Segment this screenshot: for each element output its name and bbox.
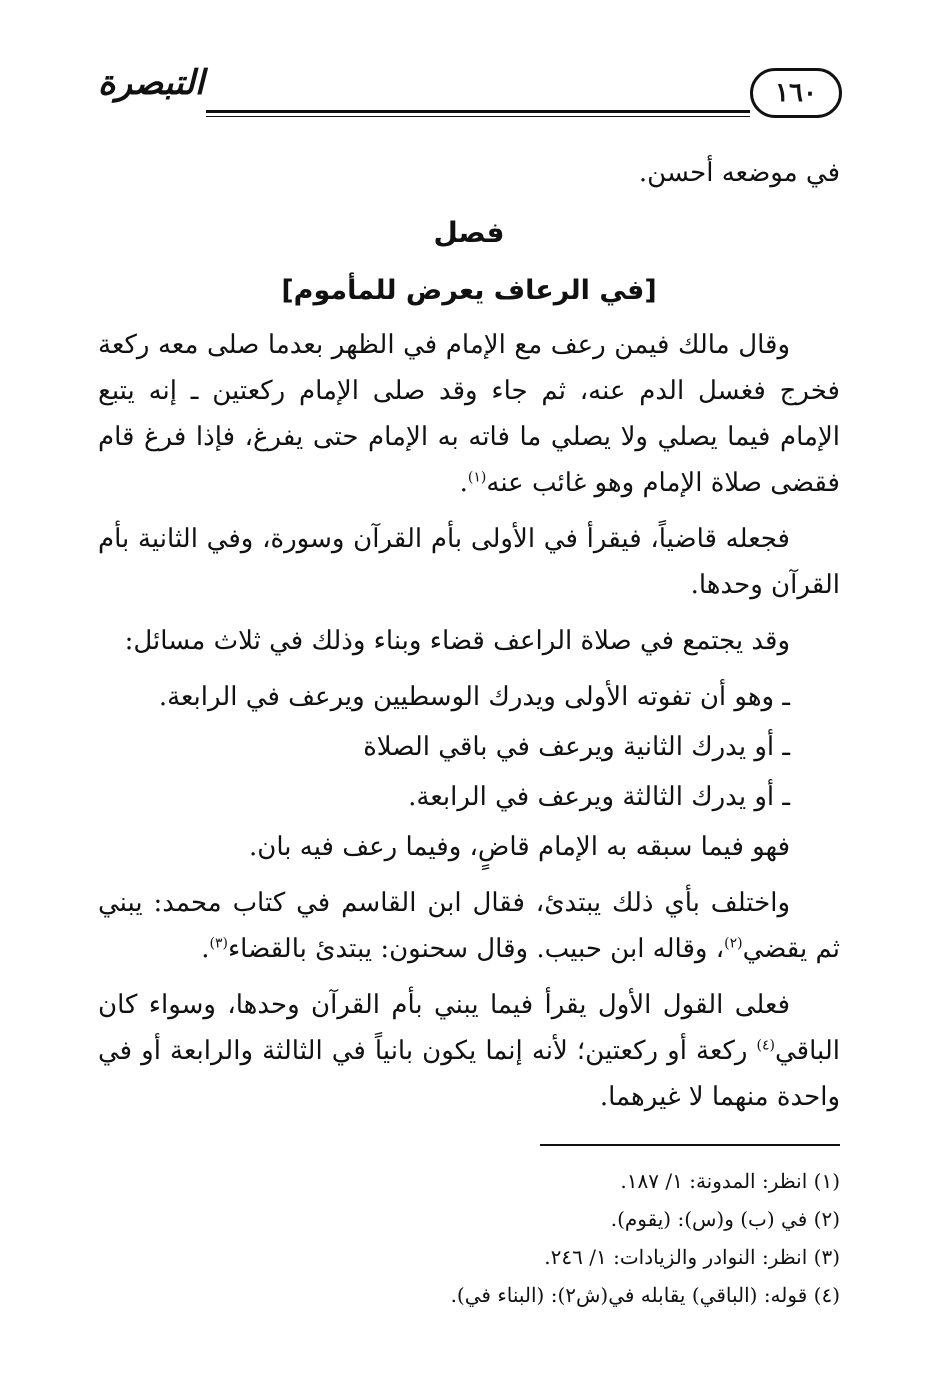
paragraph-6 <box>98 982 840 1120</box>
paragraph-6-text-b: ركعة أو ركعتين؛ لأنه إنما يكون بانياً في الثالثة والرابعة أو في واحدة منهما لا غيرهما. <box>98 1036 840 1112</box>
footnote-ref-2: (٢) <box>724 935 743 952</box>
paragraph-6-text-a: فعلى القول الأول يقرأ فيما يبني بأم القرآن وحدها، وسواء كان الباقي <box>98 990 840 1066</box>
paragraph-1-text: وقال مالك فيمن رعف مع الإمام في الظهر بعدما صلى معه ركعة فخرج فغسل الدم عنه، ثم جاء وقد صلى الإمام ركعتين ـ إنه يتبع الإمام فيما يصلي ولا يصلي ما فاته به الإمام حتى يفرغ، فإذا فرغ قام فقضى صلاة الإمام وهو غائب عنه <box>98 330 840 498</box>
list-item: ـ وهو أن تفوته الأولى ويدرك الوسطيين ويرعف في الرابعة. <box>158 682 790 712</box>
list-item: ـ أو يدرك الثالثة ويرعف في الرابعة. <box>408 782 790 812</box>
paragraph-3: وقد يجتمع في صلاة الراعف قضاء وبناء وذلك في ثلاث مسائل: <box>124 626 790 656</box>
page-body <box>98 150 840 1130</box>
footnote: (٢) في (ب) و(س): (يقوم). <box>610 1207 840 1231</box>
header-rule <box>206 110 750 113</box>
paragraph-1-end: . <box>459 468 468 498</box>
page-header <box>96 52 842 116</box>
footnote-separator <box>540 1144 840 1146</box>
footnote-ref-1: (١) <box>467 469 487 486</box>
header-rule-thin <box>206 116 750 117</box>
footnotes <box>98 1162 840 1314</box>
intro-line: في موضعه أحسن. <box>638 158 840 188</box>
paragraph-5-text-a: واختلف بأي ذلك يبتدئ، فقال ابن القاسم في كتاب محمد: يبني ثم يقضي <box>98 888 840 964</box>
paragraph-1 <box>98 322 840 506</box>
footnote: (٤) قوله: (الباقي) يقابله في(ش٢): (البناء في). <box>450 1283 840 1307</box>
footnote: (٣) انظر: النوادر والزيادات: ١/ ٢٤٦. <box>544 1245 840 1269</box>
section-heading: فصل <box>433 216 505 249</box>
paragraph-5-end: . <box>201 934 210 964</box>
paragraph-5 <box>98 880 840 972</box>
running-title: التبصرة <box>97 63 205 103</box>
page-number: ١٦٠ <box>750 68 842 118</box>
footnote-ref-4: (٤) <box>756 1037 775 1054</box>
paragraph-5-text-b: ، وقاله ابن حبيب. وقال سحنون: يبتدئ بالقضاء <box>227 934 725 964</box>
list-item: ـ أو يدرك الثانية ويرعف في باقي الصلاة <box>363 732 790 762</box>
section-subheading: [في الرعاف يعرض للمأموم] <box>281 275 657 306</box>
footnote: (١) انظر: المدونة: ١/ ١٨٧. <box>620 1169 840 1193</box>
paragraph-4: فهو فيما سبقه به الإمام قاضٍ، وفيما رعف فيه بان. <box>248 832 790 862</box>
footnote-ref-3: (٣) <box>209 935 228 952</box>
paragraph-2: فجعله قاضياً، فيقرأ في الأولى بأم القرآن وسورة، وفي الثانية بأم القرآن وحدها. <box>98 524 840 600</box>
